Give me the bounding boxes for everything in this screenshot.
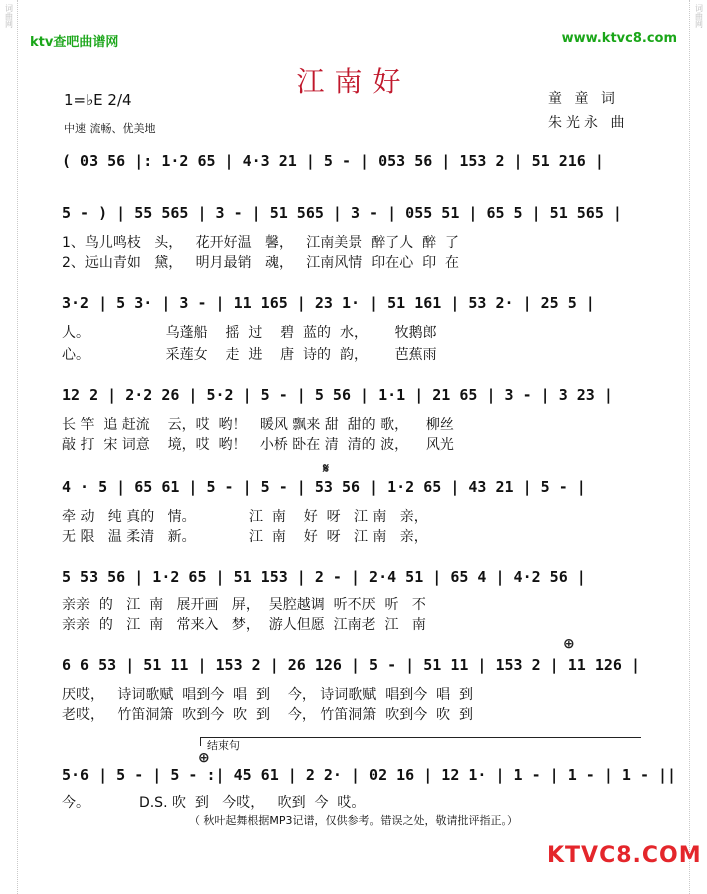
composer-credit: 朱光永 曲	[548, 115, 629, 131]
lyric-verse-2: 老哎， 竹笛洞箫 吹到今 吹 到 今， 竹笛洞箫 吹到今 吹 到	[62, 707, 474, 723]
site-logo[interactable]: KTVC8.COM	[547, 843, 702, 868]
lyric-verse-2: 2、远山青如 黛， 明月最销 魂， 江南风情 印在心 印 在	[62, 255, 460, 271]
lyric-verse-2: 心。 采莲女 走 进 唐 诗的 韵， 芭蕉雨	[62, 347, 437, 363]
site-url-link[interactable]: www.ktvc8.com	[561, 31, 677, 46]
key-signature: 1=♭E 2/4	[64, 91, 132, 109]
side-watermark: 词曲网	[694, 4, 704, 28]
notation-line: ( 03 56 |: 1·2 65 | 4·3 21 | 5 - | 053 56 | 153 2 | 51 216 |	[62, 152, 604, 170]
transcription-note: （ 秋叶起舞根据MP3记谱，仅供参考。错误之处，敬请批评指正。）	[188, 814, 519, 827]
right-watermark-border	[689, 0, 707, 894]
lyric-verse-2: 敲 打 宋 词意 境，哎 哟！ 小桥 卧在 清 清的 波， 风光	[62, 437, 454, 453]
notation-line: 5·6 | 5 - | 5 - :| 45 61 | 2 2· | 02 16 | 12 1· | 1 - | 1 - | 1 - ||	[62, 766, 677, 784]
lyric-verse-1: 长 竿 追 赶流 云，哎 哟！ 暖风 飘来 甜 甜的 歌， 柳丝	[62, 417, 454, 433]
notation-line: 4 · 5 | 65 61 | 5 - | 5 - | 53 56 | 1·2 65 | 43 21 | 5 - |	[62, 478, 586, 496]
lyricist-credit: 童 童 词	[548, 91, 619, 107]
side-watermark: 词曲网	[4, 4, 14, 28]
site-name-link[interactable]: ktv查吧曲谱网	[30, 35, 119, 50]
tempo-marking: 中速 流畅、优美地	[64, 122, 156, 135]
lyric-verse-1: 牵 动 纯 真的 情。 江 南 好 呀 江 南 亲，	[62, 509, 428, 525]
song-title: 江南好	[296, 65, 411, 98]
lyric-verse-2: 无 限 温 柔清 新。 江 南 好 呀 江 南 亲，	[62, 529, 428, 545]
lyric-verse-2: 亲亲 的 江 南 常来入 梦， 游人但愿 江南老 江 南	[62, 617, 426, 633]
coda-sign: ⊕	[198, 750, 210, 766]
notation-line: 6 6 53 | 51 11 | 153 2 | 26 126 | 5 - | 51 11 | 153 2 | 11 126 |	[62, 656, 640, 674]
segno-sign: 𝄋	[323, 461, 330, 477]
lyric-verse-1: 厌哎， 诗词歌赋 唱到今 唱 到 今， 诗词歌赋 唱到今 唱 到	[62, 687, 474, 703]
ending-bracket	[200, 737, 641, 746]
notation-line: 5 53 56 | 1·2 65 | 51 153 | 2 - | 2·4 51 | 65 4 | 4·2 56 |	[62, 568, 586, 586]
notation-line: 3·2 | 5 3· | 3 - | 11 165 | 23 1· | 51 161 | 53 2· | 25 5 |	[62, 294, 595, 312]
lyric-verse-1: 1、鸟儿鸣枝 头， 花开好温 馨， 江南美景 醉了人 醉 了	[62, 235, 460, 251]
ending-label: 结束句	[207, 739, 240, 752]
notation-line: 5 - ) | 55 565 | 3 - | 51 565 | 3 - | 055 51 | 65 5 | 51 565 |	[62, 204, 622, 222]
lyric-verse-1: 亲亲 的 江 南 展开画 屏， 吴腔越调 听不厌 听 不	[62, 597, 426, 613]
coda-sign: ⊕	[563, 636, 575, 652]
lyric-verse-1: 人。 乌蓬船 摇 过 碧 蓝的 水， 牧鹅郎	[62, 325, 437, 341]
left-watermark-border	[0, 0, 18, 894]
lyric-verse-1: 今。 D.S. 吹 到 今哎， 吹到 今 哎。	[62, 795, 366, 811]
notation-line: 12 2 | 2·2 26 | 5·2 | 5 - | 5 56 | 1·1 | 21 65 | 3 - | 3 23 |	[62, 386, 613, 404]
